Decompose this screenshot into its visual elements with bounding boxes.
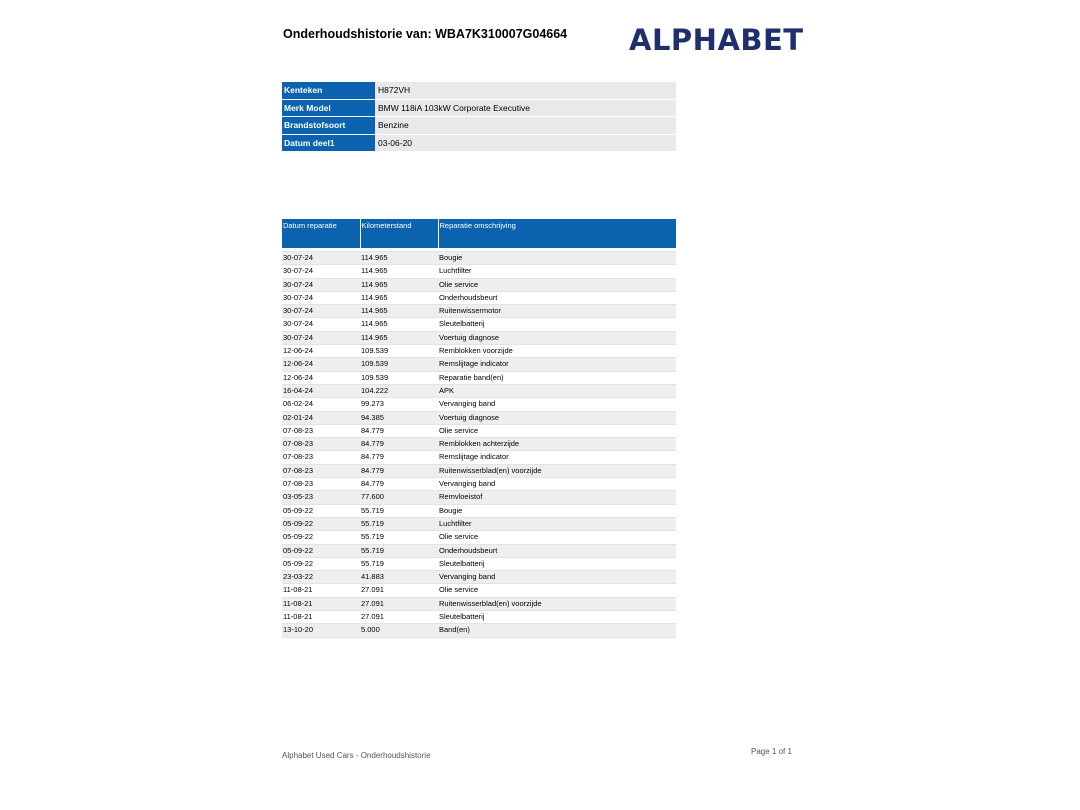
cell-date: 30-07-24 <box>282 265 360 278</box>
cell-mileage: 114.965 <box>360 291 438 304</box>
cell-date: 05-09-22 <box>282 531 360 544</box>
table-row <box>282 371 676 384</box>
table-row <box>282 491 676 504</box>
cell-date: 05-09-22 <box>282 504 360 517</box>
table-row <box>282 424 676 437</box>
cell-mileage: 104.222 <box>360 384 438 397</box>
column-header-date: Datum reparatie <box>282 219 360 248</box>
cell-mileage: 55.719 <box>360 504 438 517</box>
cell-date: 03-05-23 <box>282 491 360 504</box>
table-row <box>282 398 676 411</box>
cell-description: Ruitenwisserblad(en) voorzijde <box>438 597 676 610</box>
table-row <box>282 318 676 331</box>
table-row <box>282 478 676 491</box>
cell-date: 30-07-24 <box>282 278 360 291</box>
cell-mileage: 99.273 <box>360 398 438 411</box>
cell-date: 30-07-24 <box>282 305 360 318</box>
table-row <box>282 611 676 624</box>
cell-mileage: 84.779 <box>360 464 438 477</box>
cell-description: Olie service <box>438 584 676 597</box>
cell-description: Remslijtage indicator <box>438 358 676 371</box>
cell-date: 07-08-23 <box>282 424 360 437</box>
cell-date: 05-09-22 <box>282 544 360 557</box>
table-row <box>282 597 676 610</box>
cell-mileage: 114.965 <box>360 305 438 318</box>
info-row <box>282 134 676 152</box>
table-row <box>282 451 676 464</box>
cell-description: Remslijtage indicator <box>438 451 676 464</box>
column-header-description: Reparatie omschrijving <box>438 219 676 248</box>
cell-description: Onderhoudsbeurt <box>438 544 676 557</box>
cell-mileage: 114.965 <box>360 318 438 331</box>
cell-date: 30-07-24 <box>282 331 360 344</box>
cell-date: 07-08-23 <box>282 451 360 464</box>
cell-description: Sleutelbatterij <box>438 557 676 570</box>
table-row <box>282 624 676 637</box>
table-row <box>282 331 676 344</box>
info-label: Datum deel1 <box>282 134 376 152</box>
cell-mileage: 84.779 <box>360 478 438 491</box>
cell-date: 30-07-24 <box>282 291 360 304</box>
info-value: Benzine <box>376 117 677 135</box>
cell-date: 02-01-24 <box>282 411 360 424</box>
table-row <box>282 252 676 265</box>
table-row <box>282 531 676 544</box>
cell-date: 11-08-21 <box>282 584 360 597</box>
cell-mileage: 55.719 <box>360 557 438 570</box>
vehicle-info-table <box>282 82 676 152</box>
cell-mileage: 41.883 <box>360 571 438 584</box>
cell-description: Reparatie band(en) <box>438 371 676 384</box>
info-row <box>282 99 676 117</box>
cell-description: Sleutelbatterij <box>438 318 676 331</box>
cell-mileage: 114.965 <box>360 278 438 291</box>
cell-description: Ruitenwissermotor <box>438 305 676 318</box>
cell-mileage: 55.719 <box>360 544 438 557</box>
info-value: H872VH <box>376 82 677 99</box>
cell-date: 30-07-24 <box>282 318 360 331</box>
cell-description: Sleutelbatterij <box>438 611 676 624</box>
table-row <box>282 504 676 517</box>
column-header-mileage: Kilometerstand <box>360 219 438 248</box>
cell-mileage: 109.539 <box>360 358 438 371</box>
cell-mileage: 5.000 <box>360 624 438 637</box>
table-header-row <box>282 219 676 248</box>
table-row <box>282 464 676 477</box>
table-row <box>282 411 676 424</box>
table-row <box>282 557 676 570</box>
cell-date: 13-10-20 <box>282 624 360 637</box>
alphabet-logo: ALPHABET <box>629 23 804 57</box>
cell-date: 05-09-22 <box>282 557 360 570</box>
info-value: 03-06-20 <box>376 134 677 152</box>
table-row <box>282 571 676 584</box>
cell-date: 11-08-21 <box>282 597 360 610</box>
cell-description: Remvloeistof <box>438 491 676 504</box>
cell-date: 07-08-23 <box>282 478 360 491</box>
page-title: Onderhoudshistorie van: WBA7K310007G04664 <box>283 27 568 41</box>
cell-description: Bougie <box>438 504 676 517</box>
cell-mileage: 84.779 <box>360 424 438 437</box>
cell-mileage: 109.539 <box>360 345 438 358</box>
table-row <box>282 345 676 358</box>
table-row <box>282 358 676 371</box>
cell-description: Olie service <box>438 424 676 437</box>
info-label: Merk Model <box>282 99 376 117</box>
info-row <box>282 82 676 99</box>
cell-date: 30-07-24 <box>282 252 360 265</box>
info-row <box>282 117 676 135</box>
table-row <box>282 291 676 304</box>
cell-description: Ruitenwisserblad(en) voorzijde <box>438 464 676 477</box>
table-row <box>282 305 676 318</box>
cell-description: Band(en) <box>438 624 676 637</box>
info-label: Brandstofsoort <box>282 117 376 135</box>
cell-mileage: 27.091 <box>360 584 438 597</box>
cell-mileage: 27.091 <box>360 597 438 610</box>
cell-mileage: 94.385 <box>360 411 438 424</box>
cell-description: Luchtfilter <box>438 517 676 530</box>
cell-date: 12-06-24 <box>282 345 360 358</box>
cell-mileage: 27.091 <box>360 611 438 624</box>
footer-source: Alphabet Used Cars - Onderhoudshistorie <box>282 751 431 760</box>
cell-date: 07-08-23 <box>282 464 360 477</box>
cell-date: 12-06-24 <box>282 371 360 384</box>
cell-date: 12-06-24 <box>282 358 360 371</box>
table-row <box>282 544 676 557</box>
cell-mileage: 55.719 <box>360 517 438 530</box>
info-label: Kenteken <box>282 82 376 99</box>
cell-mileage: 114.965 <box>360 331 438 344</box>
cell-date: 16-04-24 <box>282 384 360 397</box>
repair-history-table <box>282 219 676 638</box>
cell-description: Vervanging band <box>438 398 676 411</box>
cell-description: Voertuig diagnose <box>438 331 676 344</box>
cell-mileage: 109.539 <box>360 371 438 384</box>
cell-description: Luchtfilter <box>438 265 676 278</box>
table-row <box>282 517 676 530</box>
cell-description: Voertuig diagnose <box>438 411 676 424</box>
cell-description: Onderhoudsbeurt <box>438 291 676 304</box>
table-row <box>282 278 676 291</box>
cell-date: 07-08-23 <box>282 438 360 451</box>
info-value: BMW 118iA 103kW Corporate Executive <box>376 99 677 117</box>
page-number: Page 1 of 1 <box>751 747 792 756</box>
cell-description: Remblokken voorzijde <box>438 345 676 358</box>
cell-mileage: 114.965 <box>360 265 438 278</box>
cell-mileage: 84.779 <box>360 438 438 451</box>
cell-date: 11-08-21 <box>282 611 360 624</box>
cell-date: 06-02-24 <box>282 398 360 411</box>
table-row <box>282 265 676 278</box>
cell-description: Vervanging band <box>438 478 676 491</box>
cell-date: 05-09-22 <box>282 517 360 530</box>
cell-mileage: 84.779 <box>360 451 438 464</box>
cell-mileage: 114.965 <box>360 252 438 265</box>
cell-description: Remblokken achterzijde <box>438 438 676 451</box>
cell-description: Olie service <box>438 278 676 291</box>
cell-description: Olie service <box>438 531 676 544</box>
cell-description: Bougie <box>438 252 676 265</box>
cell-mileage: 77.600 <box>360 491 438 504</box>
table-row <box>282 384 676 397</box>
cell-description: APK <box>438 384 676 397</box>
table-row <box>282 438 676 451</box>
cell-date: 23-03-22 <box>282 571 360 584</box>
cell-description: Vervanging band <box>438 571 676 584</box>
table-row <box>282 584 676 597</box>
cell-mileage: 55.719 <box>360 531 438 544</box>
